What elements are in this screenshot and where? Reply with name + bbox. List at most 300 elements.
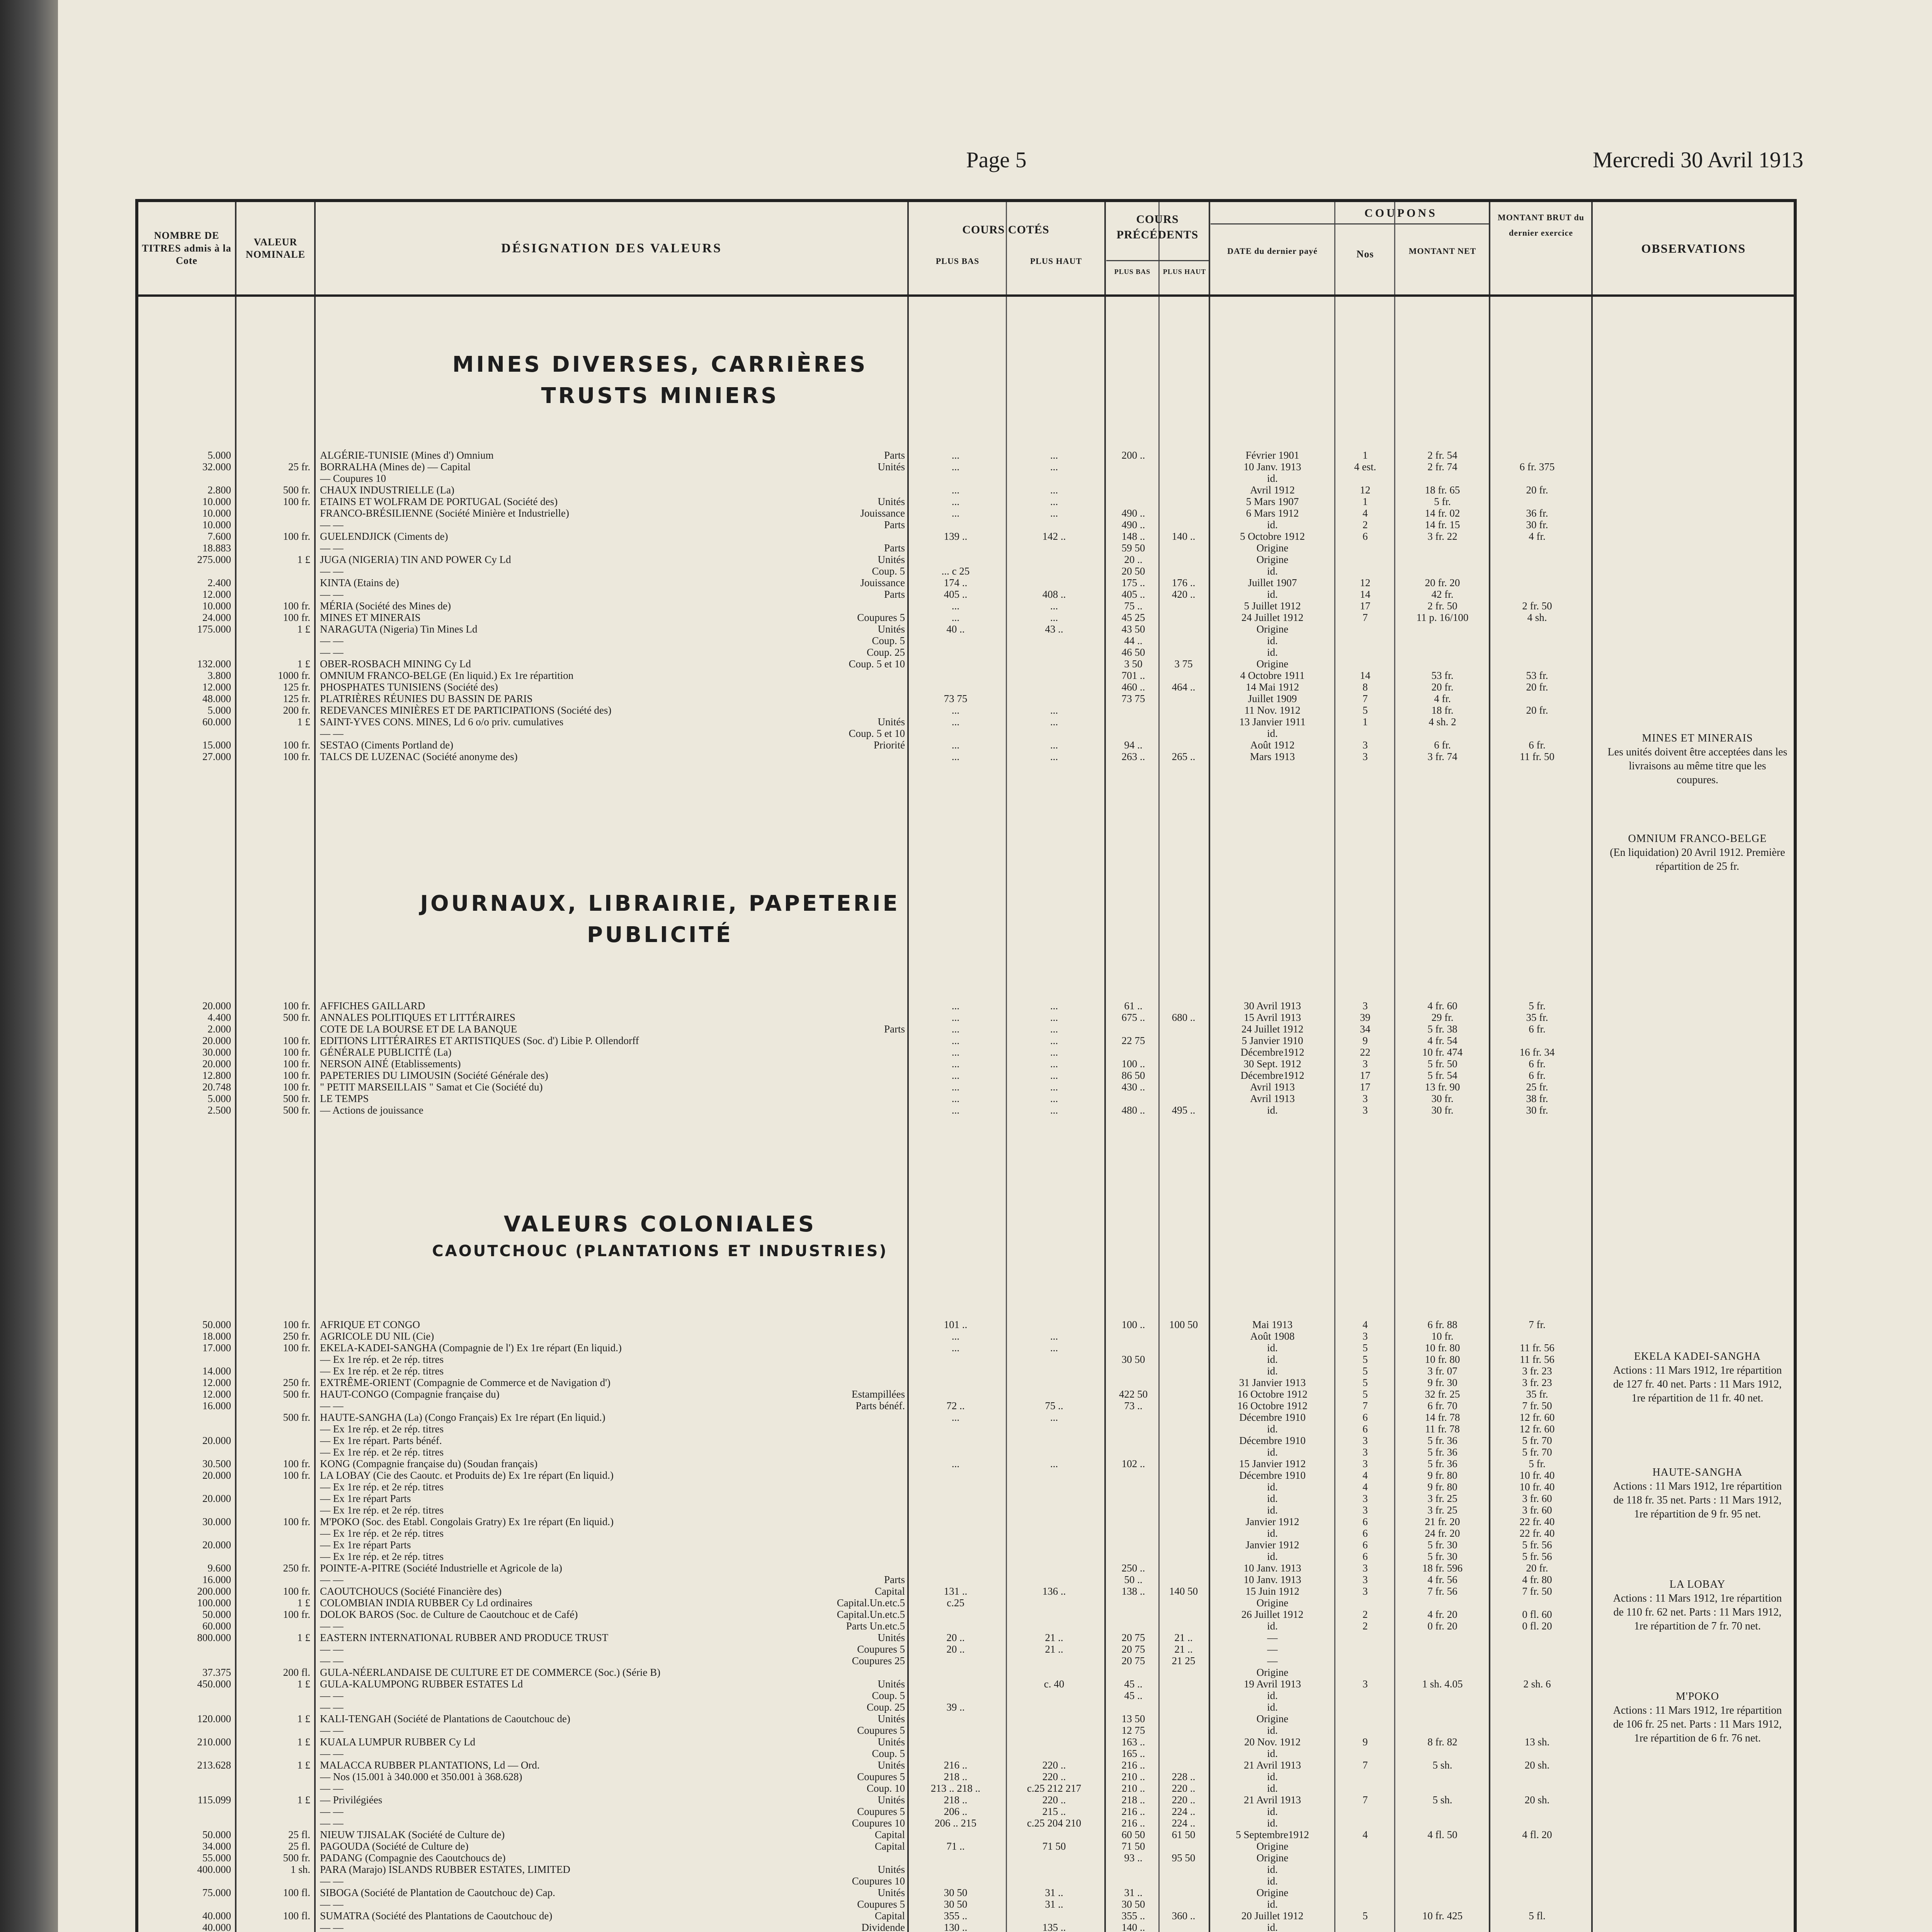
cell-ph: 43 .. — [1045, 623, 1063, 635]
cell-date: id. — [1267, 565, 1278, 577]
cell-cp1: 675 .. — [1121, 1012, 1145, 1023]
cell-no: 17 — [1360, 1070, 1371, 1081]
designation-part: Coupures 5 — [857, 1725, 905, 1736]
cell-cp1: 20 75 — [1121, 1643, 1145, 1655]
cell-des — [320, 1922, 907, 1932]
designation-part: Coup. 5 — [872, 1748, 905, 1759]
cell-cp1: 61 .. — [1124, 1000, 1143, 1012]
designation-part: Unités — [878, 1736, 905, 1748]
cell-date: 16 Octobre 1912 — [1237, 1400, 1308, 1412]
designation-part: Coup. 5 — [872, 565, 905, 577]
cell-pb: ... — [951, 739, 960, 751]
cell-brut: 6 fr. 375 — [1519, 461, 1555, 473]
cell-cp1: 480 .. — [1121, 1104, 1145, 1116]
cell-cp2: 140 50 — [1169, 1585, 1198, 1597]
designation-text: — — — [320, 1725, 344, 1736]
table-row — [138, 1035, 1794, 1046]
table-row — [138, 739, 1794, 751]
cell-net: 3 fr. 74 — [1427, 751, 1458, 762]
cell-net: 5 fr. 38 — [1427, 1023, 1458, 1035]
cell-pb: ... — [951, 1046, 960, 1058]
cell-net: 24 fr. 20 — [1425, 1527, 1460, 1539]
cell-date: — — [1267, 1632, 1278, 1643]
col-montant-brut: MONTANT BRUT du dernier exercice — [1497, 213, 1585, 238]
cell-cp1: 490 .. — [1121, 519, 1145, 531]
designation-part: Parts — [884, 542, 905, 554]
cell-des — [320, 1840, 907, 1852]
cell-date: id. — [1267, 1446, 1278, 1458]
designation-text: — Ex 1re rép. et 2e rép. titres — [320, 1354, 444, 1365]
cell-val: 200 fr. — [283, 704, 310, 716]
cell-val: 100 fr. — [283, 1035, 310, 1046]
designation-text: SUMATRA (Société des Plantations de Caoutchouc de) — [320, 1910, 553, 1922]
cell-des — [320, 1354, 907, 1365]
cell-nb: 20.000 — [202, 1469, 231, 1481]
cell-date: 20 Nov. 1912 — [1244, 1736, 1301, 1748]
cell-ph: ... — [1050, 1023, 1058, 1035]
cell-des — [320, 1446, 907, 1458]
cell-nb: 18.000 — [202, 1330, 231, 1342]
cell-cp1: 71 50 — [1121, 1840, 1145, 1852]
table-row — [138, 1412, 1794, 1423]
cell-pb: ... — [951, 1104, 960, 1116]
cell-date: 13 Janvier 1911 — [1239, 716, 1306, 728]
observation-title: EKELA KADEI-SANGHA — [1634, 1350, 1761, 1362]
cell-no: 14 — [1360, 588, 1371, 600]
cell-val: 25 fr. — [288, 461, 310, 473]
cell-no: 9 — [1362, 1035, 1368, 1046]
cell-ph: ... — [1050, 484, 1058, 496]
cell-date: Février 1901 — [1245, 449, 1299, 461]
cell-no: 7 — [1362, 1759, 1368, 1771]
cell-no: 17 — [1360, 1081, 1371, 1093]
observation-title: OMNIUM FRANCO-BELGE — [1628, 833, 1767, 845]
designation-text: LE TEMPS — [320, 1093, 369, 1104]
designation-part: Unités — [878, 1794, 905, 1806]
cell-cp1: 43 50 — [1121, 623, 1145, 635]
cell-des — [320, 1504, 907, 1516]
cell-date: 19 Avril 1913 — [1244, 1678, 1301, 1690]
designation-text: — — — [320, 542, 344, 554]
cell-ph: ... — [1050, 1342, 1058, 1354]
cell-date: id. — [1267, 1817, 1278, 1829]
cell-val: 25 fl. — [288, 1840, 310, 1852]
cell-des — [320, 1875, 907, 1887]
cell-nb: 20.000 — [202, 1493, 231, 1504]
designation-part: Unités — [878, 1678, 905, 1690]
cell-nb: 12.000 — [202, 681, 231, 693]
cell-val: 1 sh. — [290, 1864, 310, 1875]
designation-text: — Ex 1re rép. et 2e rép. titres — [320, 1527, 444, 1539]
designation-part: Coupures 5 — [857, 1643, 905, 1655]
cell-cp1: 59 50 — [1121, 542, 1145, 554]
designation-part: Capital — [875, 1585, 905, 1597]
col-plus-bas: PLUS BAS — [935, 256, 980, 266]
cell-des — [320, 1365, 907, 1377]
cell-date: 26 Juillet 1912 — [1241, 1609, 1304, 1620]
table-row — [138, 716, 1794, 728]
cell-net: 5 fr. 54 — [1427, 1070, 1458, 1081]
cell-val: 1 £ — [297, 658, 310, 670]
observation-text: (En liquidation) 20 Avril 1912. Première répartition de 25 fr. — [1610, 847, 1785, 872]
cell-no: 5 — [1362, 1354, 1368, 1365]
cell-no: 4 — [1362, 1481, 1368, 1493]
cell-cp1: 73 75 — [1121, 693, 1145, 704]
designation-text: ETAINS ET WOLFRAM DE PORTUGAL (Société des) — [320, 496, 558, 507]
cell-brut: 7 fr. 50 — [1522, 1585, 1552, 1597]
cell-des — [320, 1736, 907, 1748]
cell-no: 3 — [1362, 1330, 1368, 1342]
cell-ph: 21 .. — [1045, 1632, 1063, 1643]
cell-pb: ... — [951, 1330, 960, 1342]
table-row — [138, 1667, 1794, 1678]
observation-block — [1607, 1350, 1788, 1405]
cell-pb: 131 .. — [944, 1585, 968, 1597]
cell-nb: 20.000 — [202, 1000, 231, 1012]
cell-val: 1 £ — [297, 1678, 310, 1690]
cell-ph: ... — [1050, 1412, 1058, 1423]
cell-des — [320, 542, 907, 554]
cell-cp2: 61 50 — [1172, 1829, 1196, 1840]
cell-date: 5 Janvier 1910 — [1242, 1035, 1303, 1046]
cell-date: Origine — [1256, 1667, 1289, 1678]
table-row — [138, 1377, 1794, 1388]
cell-cp2: 176 .. — [1172, 577, 1196, 588]
designation-text: — — — [320, 1817, 344, 1829]
cell-nb: 132.000 — [197, 658, 231, 670]
cell-des — [320, 1574, 907, 1585]
designation-part: Coup. 25 — [866, 1701, 905, 1713]
cell-brut: 0 fl. 20 — [1522, 1620, 1552, 1632]
table-row — [138, 461, 1794, 473]
cell-pb: ... — [951, 1093, 960, 1104]
cell-cp1: 140 .. — [1121, 1922, 1145, 1932]
cell-no: 22 — [1360, 1046, 1371, 1058]
section-title-line: CAOUTCHOUC (PLANTATIONS ET INDUSTRIES) — [432, 1242, 888, 1260]
designation-text: PLATRIÈRES RÉUNIES DU BASSIN DE PARIS — [320, 693, 533, 704]
cell-date: Juillet 1907 — [1248, 577, 1297, 588]
cell-pb: 71 .. — [946, 1840, 965, 1852]
cell-net: 3 fr. 22 — [1427, 531, 1458, 542]
cell-cp2: 464 .. — [1172, 681, 1196, 693]
cell-pb: ... — [951, 600, 960, 612]
cell-no: 3 — [1362, 1093, 1368, 1104]
cell-ph: c. 40 — [1044, 1678, 1065, 1690]
cell-nb: 10.000 — [202, 600, 231, 612]
designation-text: — — — [320, 1748, 344, 1759]
col-nombre: NOMBRE DE TITRES admis à la Cote — [142, 230, 231, 267]
quotation-table — [135, 199, 1797, 1932]
designation-text: — — — [320, 1701, 344, 1713]
designation-part: Parts — [884, 588, 905, 600]
col-designation: DÉSIGNATION DES VALEURS — [501, 241, 722, 255]
cell-nb: 2.500 — [207, 1104, 231, 1116]
cell-date: id. — [1267, 588, 1278, 600]
designation-text: — — — [320, 1898, 344, 1910]
designation-text: BORRALHA (Mines de) — Capital — [320, 461, 471, 473]
cell-no: 1 — [1362, 716, 1368, 728]
cell-cp1: 30 50 — [1121, 1354, 1145, 1365]
cell-no: 8 — [1362, 681, 1368, 693]
designation-text: — Ex 1re rép. et 2e rép. titres — [320, 1504, 444, 1516]
cell-des — [320, 449, 907, 461]
observation-text: Actions : 11 Mars 1912, 1re répartition de 110 fr. 62 net. Parts : 11 Mars 1912, 1re répartition de 7 fr. 70 net. — [1613, 1592, 1782, 1632]
cell-net: 9 fr. 80 — [1427, 1469, 1458, 1481]
cell-val: 125 fr. — [283, 693, 310, 704]
cell-val: 250 fr. — [283, 1377, 310, 1388]
page-number: Page 5 — [966, 147, 1027, 172]
cell-ph: ... — [1050, 496, 1058, 507]
designation-part: Parts — [884, 519, 905, 531]
table-row — [138, 1887, 1794, 1898]
designation-part: Capital.Un.etc.5 — [837, 1609, 905, 1620]
table-row — [138, 449, 1794, 461]
cell-des — [320, 1104, 907, 1116]
cell-val: 100 fr. — [283, 612, 310, 623]
cell-nb: 450.000 — [197, 1678, 231, 1690]
cell-val: 500 fr. — [283, 1412, 310, 1423]
designation-text: KONG (Compagnie française du) (Soudan français) — [320, 1458, 538, 1469]
cell-des — [320, 612, 907, 623]
cell-no: 3 — [1362, 751, 1368, 762]
cell-date: Décembre 1910 — [1239, 1435, 1306, 1446]
cell-ph: ... — [1050, 704, 1058, 716]
cell-date: 31 Janvier 1913 — [1239, 1377, 1306, 1388]
cell-brut: 4 fr. — [1529, 531, 1546, 542]
cell-val: 500 fr. — [283, 1093, 310, 1104]
cell-des — [320, 681, 907, 693]
scan-border-left — [0, 0, 58, 1932]
designation-part: Unités — [878, 1713, 905, 1725]
cell-date: Origine — [1256, 1713, 1289, 1725]
cell-des — [320, 1794, 907, 1806]
designation-text: — Actions de jouissance — [320, 1104, 423, 1116]
cell-pb: 73 75 — [944, 693, 968, 704]
table-row — [138, 1585, 1794, 1597]
table-row — [138, 542, 1794, 554]
designation-text: — — — [320, 1655, 344, 1667]
cell-cp1: 3 50 — [1124, 658, 1143, 670]
designation-part: Parts — [884, 449, 905, 461]
cell-nb: 16.000 — [202, 1400, 231, 1412]
designation-text: PARA (Marajo) ISLANDS RUBBER ESTATES, LIMITED — [320, 1864, 570, 1875]
cell-brut: 3 fr. 60 — [1522, 1493, 1552, 1504]
table-row — [138, 565, 1794, 577]
cell-des — [320, 670, 907, 681]
cell-no: 6 — [1362, 531, 1368, 542]
cell-net: 20 fr. — [1431, 681, 1454, 693]
designation-text: GÉNÉRALE PUBLICITÉ (La) — [320, 1046, 452, 1058]
cell-cp1: 45 25 — [1121, 612, 1145, 623]
cell-nb: 3.800 — [207, 670, 231, 681]
cell-des — [320, 751, 907, 762]
designation-text: SAINT-YVES CONS. MINES, Ld 6 o/o priv. cumulatives — [320, 716, 564, 728]
designation-part: Capital — [875, 1840, 905, 1852]
cell-cp1: 250 .. — [1121, 1562, 1145, 1574]
cell-des — [320, 1678, 907, 1690]
designation-text: MALACCA RUBBER PLANTATIONS, Ld — Ord. — [320, 1759, 540, 1771]
cell-cp2: 224 .. — [1172, 1817, 1196, 1829]
cell-brut: 20 fr. — [1526, 681, 1548, 693]
cell-val: 1 £ — [297, 716, 310, 728]
cell-val: 100 fr. — [283, 496, 310, 507]
cell-ph: 31 .. — [1045, 1898, 1063, 1910]
cell-cp1: 216 .. — [1121, 1759, 1145, 1771]
cell-des — [320, 1887, 907, 1898]
table-row — [138, 1481, 1794, 1493]
cell-pb: ... — [951, 507, 960, 519]
cell-ph: ... — [1050, 739, 1058, 751]
cell-date: Juillet 1909 — [1248, 693, 1297, 704]
cell-no: 12 — [1360, 577, 1371, 588]
table-row — [138, 473, 1794, 484]
cell-nb: 17.000 — [202, 1342, 231, 1354]
cell-net: 5 sh. — [1432, 1794, 1452, 1806]
designation-part: Capital — [875, 1829, 905, 1840]
cell-date: Origine — [1256, 658, 1289, 670]
cell-date: id. — [1267, 1365, 1278, 1377]
cell-brut: 5 fr. 70 — [1522, 1446, 1552, 1458]
cell-no: 5 — [1362, 1910, 1368, 1922]
cell-brut: 6 fr. — [1529, 739, 1546, 751]
cell-pb: 405 .. — [944, 588, 968, 600]
cell-val: 100 fl. — [283, 1887, 310, 1898]
cell-des — [320, 1400, 907, 1412]
cell-no: 3 — [1362, 1104, 1368, 1116]
table-row — [138, 1527, 1794, 1539]
cell-ph: 220 .. — [1042, 1759, 1066, 1771]
cell-val: 100 fr. — [283, 1342, 310, 1354]
table-row — [138, 646, 1794, 658]
cell-date: Origine — [1256, 542, 1289, 554]
observation-title: M'POKO — [1675, 1690, 1719, 1702]
designation-part: Unités — [878, 496, 905, 507]
cell-date: id. — [1267, 1875, 1278, 1887]
cell-brut: 30 fr. — [1526, 1104, 1548, 1116]
cell-net: 8 fr. 82 — [1427, 1736, 1458, 1748]
cell-des — [320, 1458, 907, 1469]
cell-nb: 5.000 — [207, 449, 231, 461]
cell-cp1: 200 .. — [1121, 449, 1145, 461]
cell-date: 15 Janvier 1912 — [1239, 1458, 1306, 1469]
cell-pb: 40 .. — [946, 623, 965, 635]
cell-brut: 6 fr. — [1529, 1023, 1546, 1035]
designation-text: GULA-KALUMPONG RUBBER ESTATES Ld — [320, 1678, 523, 1690]
cell-val: 100 fr. — [283, 1585, 310, 1597]
designation-part: Coupures 10 — [852, 1817, 905, 1829]
cell-pb: c.25 — [947, 1597, 964, 1609]
designation-text: COTE DE LA BOURSE ET DE LA BANQUE — [320, 1023, 517, 1035]
cell-ph: ... — [1050, 1458, 1058, 1469]
table-row — [138, 1643, 1794, 1655]
table-row — [138, 1597, 1794, 1609]
designation-part: Coup. 5 et 10 — [849, 728, 905, 739]
cell-nb: 4.400 — [207, 1012, 231, 1023]
cell-date: id. — [1267, 1551, 1278, 1562]
designation-text: MINES ET MINERAIS — [320, 612, 421, 623]
cell-net: 6 fr. 88 — [1427, 1319, 1458, 1330]
table-row — [138, 1023, 1794, 1035]
cell-no: 3 — [1362, 1493, 1368, 1504]
cell-ph: c.25 212 217 — [1027, 1782, 1082, 1794]
cell-val: 1 £ — [297, 1632, 310, 1643]
cell-nb: 20.000 — [202, 1539, 231, 1551]
cell-nb: 50.000 — [202, 1609, 231, 1620]
cell-cp1: 490 .. — [1121, 507, 1145, 519]
cell-net: 11 fr. 78 — [1425, 1423, 1460, 1435]
cell-no: 9 — [1362, 1736, 1368, 1748]
designation-part: Unités — [878, 623, 905, 635]
table-row — [138, 1794, 1794, 1806]
observation-block — [1607, 1690, 1788, 1745]
cell-net: 4 fl. 50 — [1427, 1829, 1458, 1840]
designation-text: EXTRÊME-ORIENT (Compagnie de Commerce et de Navigation d') — [320, 1377, 611, 1388]
designation-text: — — — [320, 1922, 344, 1932]
designation-part: Capital.Un.etc.5 — [837, 1597, 905, 1609]
cell-nb: 18.883 — [202, 542, 231, 554]
cell-des — [320, 1493, 907, 1504]
cell-val: 500 fr. — [283, 1012, 310, 1023]
cell-nb: 48.000 — [202, 693, 231, 704]
cell-des — [320, 507, 907, 519]
cell-no: 2 — [1362, 1620, 1368, 1632]
cell-net: 9 fr. 80 — [1427, 1481, 1458, 1493]
cell-no: 3 — [1362, 1058, 1368, 1070]
cell-no: 4 est. — [1354, 461, 1376, 473]
cell-date: id. — [1267, 1104, 1278, 1116]
cell-des — [320, 658, 907, 670]
cell-cp1: 60 50 — [1121, 1829, 1145, 1840]
cell-date: id. — [1267, 1748, 1278, 1759]
designation-text: PAGOUDA (Société de Culture de) — [320, 1840, 469, 1852]
cell-date: id. — [1267, 1423, 1278, 1435]
cell-net: 6 fr. — [1434, 739, 1451, 751]
designation-text: — — — [320, 588, 344, 600]
cell-date: 30 Avril 1913 — [1244, 1000, 1301, 1012]
cell-net: 2 fr. 50 — [1427, 600, 1458, 612]
table-row — [138, 1817, 1794, 1829]
table-row — [138, 588, 1794, 600]
cell-no: 6 — [1362, 1539, 1368, 1551]
cell-cp1: 20 .. — [1124, 554, 1143, 565]
cell-pb: ... — [951, 496, 960, 507]
cell-pb: 30 50 — [944, 1898, 968, 1910]
cell-no: 3 — [1362, 1458, 1368, 1469]
designation-text: LA LOBAY (Cie des Caoutc. et Produits de) Ex 1re répart (En liquid.) — [320, 1469, 614, 1481]
cell-date: 5 Juillet 1912 — [1244, 600, 1301, 612]
designation-text: COLOMBIAN INDIA RUBBER Cy Ld ordinaires — [320, 1597, 532, 1609]
cell-des — [320, 1829, 907, 1840]
cell-date: id. — [1267, 1864, 1278, 1875]
cell-date: id. — [1267, 519, 1278, 531]
cell-cp1: 102 .. — [1121, 1458, 1145, 1469]
cell-date: id. — [1267, 1527, 1278, 1539]
cell-net: 20 fr. 20 — [1425, 577, 1460, 588]
cell-nb: 14.000 — [202, 1365, 231, 1377]
cell-cp1: 165 .. — [1121, 1748, 1145, 1759]
cell-cp1: 210 .. — [1121, 1782, 1145, 1794]
observation-block — [1607, 731, 1788, 787]
table-row — [138, 1574, 1794, 1585]
designation-text: — — — [320, 1875, 344, 1887]
cell-cp1: 12 75 — [1121, 1725, 1145, 1736]
cell-pb: ... — [951, 484, 960, 496]
cell-brut: 0 fl. 60 — [1522, 1609, 1552, 1620]
cell-date: Mai 1913 — [1252, 1319, 1293, 1330]
designation-text: M'POKO (Soc. des Etabl. Congolais Gratry) Ex 1re répart (En liquid.) — [320, 1516, 614, 1527]
table-row — [138, 670, 1794, 681]
cell-ph: c.25 204 210 — [1027, 1817, 1082, 1829]
